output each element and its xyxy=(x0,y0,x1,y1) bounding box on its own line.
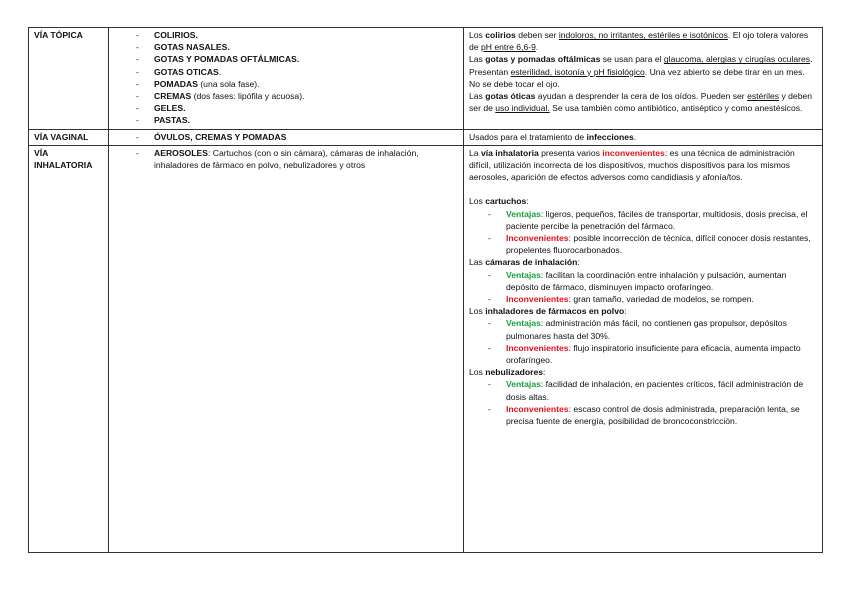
list-item: - ÓVULOS, CREMAS Y POMADAS xyxy=(114,131,458,143)
route-cell xyxy=(29,129,109,145)
device-list xyxy=(469,317,817,366)
list-item: - GOTAS Y POMADAS OFTÁLMICAS. xyxy=(114,53,458,65)
route-cell xyxy=(29,145,109,552)
device-list xyxy=(469,378,817,427)
device-heading: Los inhaladores de fármacos en polvo: xyxy=(469,306,627,317)
table-row xyxy=(29,145,823,552)
oticas-paragraph: Las gotas óticas ayudan a desprender la cera de los oídos. Pueden ser estériles y deben ser de uso individual. Se usa también como antibiótico, antiséptico y como anestésicos. xyxy=(469,91,813,114)
list-item: - Inconvenientes: escaso control de dosis administrada, preparación lenta, se precisa fuente de energía, posibilidad de broncoconstricción. xyxy=(469,403,817,427)
colirios-paragraph: Los colirios deben ser indoloros, no irritantes, estériles e isotónicos. El ojo tolera valores de pH entre 6,6-9. xyxy=(469,30,809,53)
device-list xyxy=(469,269,817,306)
list-item: - Ventajas: ligeros, pequeños, fáciles de transportar, multidosis, dosis precisa, el paciente percibe la penetración del fármaco. xyxy=(469,208,817,232)
table-row xyxy=(29,28,823,130)
route-label: INHALATORIA xyxy=(34,160,93,171)
device-heading: Los cartuchos: xyxy=(469,196,529,207)
forms-list xyxy=(114,29,458,127)
list-item: - CREMAS (dos fases: lipófila y acuosa). xyxy=(114,90,458,102)
forms-cell xyxy=(109,145,464,552)
list-item: - AEROSOLES: Cartuchos (con o sin cámara), cámaras de inhalación, inhaladores de fármaco en polvo, nebulizadores y otros xyxy=(114,147,458,171)
route-label: VÍA TÓPICA xyxy=(34,30,83,40)
list-item: - Inconvenientes: gran tamaño, variedad de modelos, se rompen. xyxy=(469,293,817,305)
list-item: - COLIRIOS. xyxy=(114,29,458,41)
forms-cell xyxy=(109,129,464,145)
route-label: VÍA VAGINAL xyxy=(34,131,89,142)
description-cell xyxy=(464,145,823,552)
list-item: - GELES. xyxy=(114,102,458,114)
route-label: VÍA xyxy=(34,147,49,158)
inhalatoria-intro: La vía inhalatoria presenta varios inconvenientes: es una técnica de administración difícil, utilización incorrecta de los dispositivos, muchos dispositivos para los mismos aerosoles, aparición de efectos adversos como candidiasis y afonía/tos. xyxy=(469,147,795,183)
list-item: - GOTAS NASALES. xyxy=(114,41,458,53)
forms-cell xyxy=(109,28,464,130)
list-item: - PASTAS. xyxy=(114,114,458,126)
routes-table xyxy=(28,27,823,553)
device-list xyxy=(469,208,817,257)
description-cell xyxy=(464,129,823,145)
description-cell xyxy=(464,28,823,130)
list-item: - Ventajas: administración más fácil, no contienen gas propulsor, depósitos pulmonares hasta del 30%. xyxy=(469,317,817,341)
list-item: - Inconvenientes: flujo inspiratorio insuficiente para eficacia, aumenta impacto orofaríngeo. xyxy=(469,342,817,366)
list-item: - POMADAS (una sola fase). xyxy=(114,78,458,90)
device-heading: Los nebulizadores: xyxy=(469,367,546,378)
list-item: - GOTAS OTICAS. xyxy=(114,66,458,78)
list-item: - Ventajas: facilitan la coordinación entre inhalación y pulsación, aumentan depósito de fármaco, disminuyen impacto orofaríngeo. xyxy=(469,269,817,293)
vaginal-paragraph: Usados para el tratamiento de infecciones. xyxy=(469,131,637,142)
list-item: - Inconvenientes: posible incorrección de técnica, difícil conocer dosis restantes, propelentes fluorocarbonados. xyxy=(469,232,817,256)
route-cell xyxy=(29,28,109,130)
oftalmicas-paragraph: Las gotas y pomadas oftálmicas se usan para el glaucoma, alergias y cirugías oculares. Presentan esterilidad, isotonía y pH fisiológico. Una vez abierto se debe tirar en un mes. No se debe tocar el ojo. xyxy=(469,54,813,89)
list-item: - Ventajas: facilidad de inhalación, en pacientes críticos, fácil administración de dosis altas. xyxy=(469,378,817,402)
device-heading: Las cámaras de inhalación: xyxy=(469,257,580,268)
table-row xyxy=(29,129,823,145)
forms-list xyxy=(114,131,458,143)
forms-list xyxy=(114,147,458,171)
